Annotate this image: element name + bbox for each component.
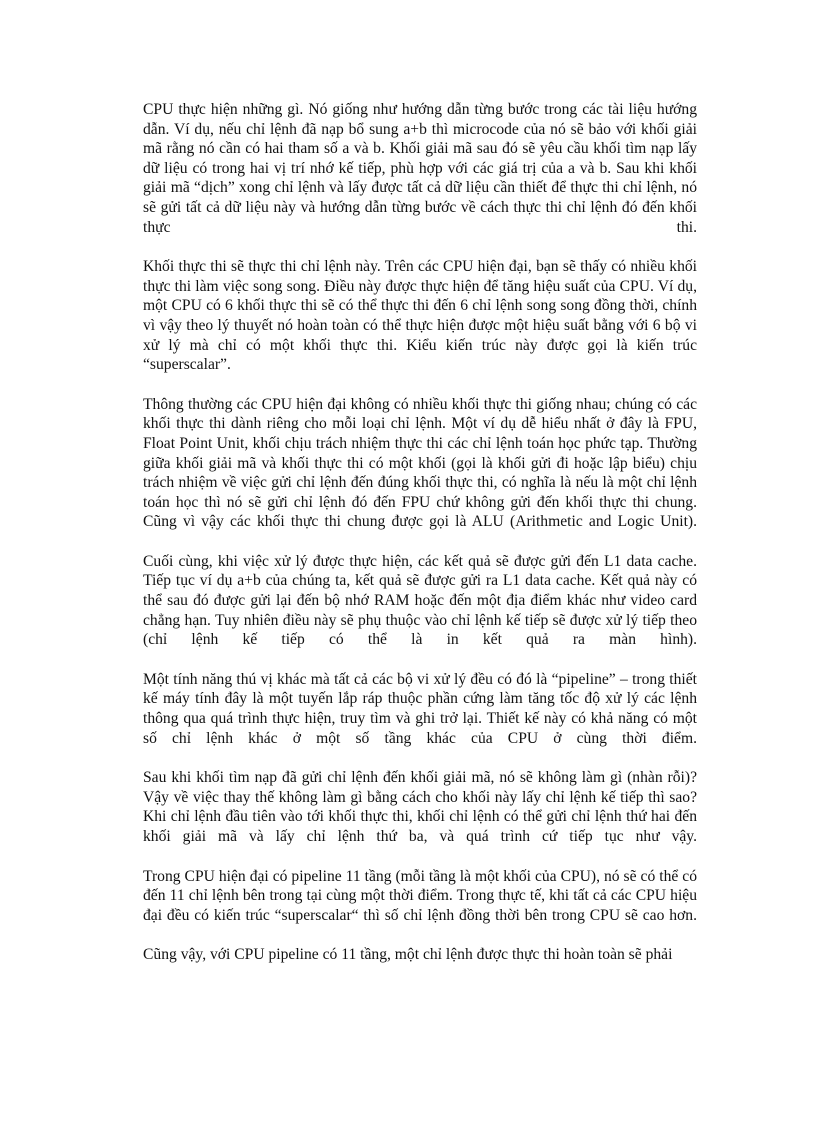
paragraph-fpu-alu: Thông thường các CPU hiện đại không có nhiều khối thực thi giống nhau; chúng có các khối thực thi dành riêng cho mỗi loại chỉ lệnh. Một ví dụ dễ hiểu nhất ở đây là FPU, Float Point Unit, khối chịu trách nhiệm thực thi các chỉ lệnh toán học phức tạp. Thường giữa khối giải mã và khối thực thi có một khối (gọi là khối gửi đi hoặc lập biểu) chịu trách nhiệm về việc gửi chỉ lệnh đến đúng khối thực thi, có nghĩa là nếu là một chỉ lệnh toán học thì nó sẽ gửi chỉ lệnh đó đến FPU chứ không gửi đến khối thực thi chung. Cũng vì vậy các khối thực thi chung được gọi là ALU (Arithmetic and Logic Unit). xyxy=(143,395,697,531)
paragraph-pipeline-intro: Một tính năng thú vị khác mà tất cả các bộ vi xử lý đều có đó là “pipeline” – trong thiết kế máy tính đây là một tuyến lắp ráp thuộc phần cứng làm tăng tốc độ xử lý các lệnh thông qua quá trình thực hiện, truy tìm và ghi trở lại. Thiết kế này có khả năng có một số chỉ lệnh khác ở một số tầng khác của CPU ở cùng thời điểm. xyxy=(143,670,697,747)
paragraph-continued: Cũng vậy, với CPU pipeline có 11 tầng, một chỉ lệnh được thực thi hoàn toàn sẽ phải xyxy=(143,946,673,964)
paragraph-decode-microcode: CPU thực hiện những gì. Nó giống như hướng dẫn từng bước trong các tài liệu hướng dẫn. Ví dụ, nếu chỉ lệnh đã nạp bổ sung a+b thì microcode của nó sẽ bảo với khối giải mã rằng nó cần có hai tham số a và b. Khối giải mã sau đó sẽ yêu cầu khối tìm nạp lấy dữ liệu có trong hai vị trí nhớ kế tiếp, phù hợp với các giá trị của a và b. Sau khi khối giải mã “dịch” xong chỉ lệnh và lấy được tất cả dữ liệu cần thiết để thực thi chỉ lệnh, nó sẽ gửi tất cả dữ liệu này và hướng dẫn từng bước về cách thực thi chỉ lệnh đó đến khối thực thi. xyxy=(143,101,697,236)
paragraph-eleven-stages: Trong CPU hiện đại có pipeline 11 tầng (mỗi tầng là một khối của CPU), nó sẽ có thể có đến 11 chỉ lệnh bên trong tại cùng một thời điểm. Trong thực tế, khi tất cả các CPU hiệu đại đều có kiến trúc “superscalar“ thì số chỉ lệnh đồng thời bên trong CPU sẽ cao hơn. xyxy=(143,867,697,924)
paragraph-execution-units: Khối thực thi sẽ thực thi chỉ lệnh này. Trên các CPU hiện đại, bạn sẽ thấy có nhiều khối thực thi làm việc song song. Điều này được thực hiện để tăng hiệu suất của CPU. Ví dụ, một CPU có 6 khối thực thi sẽ có thể thực thi đến 6 chỉ lệnh song song đồng thời, chính vì vậy theo lý thuyết nó hoàn toàn có thể thực hiện được một hiệu suất bằng với 6 bộ vi xử lý mà chỉ có một khối thực thi. Kiểu kiến trúc này được gọi là kiến trúc “superscalar”. xyxy=(143,258,697,374)
paragraph-l1-data-cache: Cuối cùng, khi việc xử lý được thực hiện, các kết quả sẽ được gửi đến L1 data cache. Tiếp tục ví dụ a+b của chúng ta, kết quả sẽ được gửi ra L1 data cache. Kết quả này có thể sau đó được gửi lại đến bộ nhớ RAM hoặc đến một địa điểm khác như video card chẳng hạn. Tuy nhiên điều này sẽ phụ thuộc vào chỉ lệnh kế tiếp sẽ được xử lý tiếp theo (chỉ lệnh kế tiếp có thể là in kết quả ra màn hình). xyxy=(143,552,697,649)
paragraph-fetch-idle: Sau khi khối tìm nạp đã gửi chỉ lệnh đến khối giải mã, nó sẽ không làm gì (nhàn rỗi)? Vậy về việc thay thế không làm gì bằng cách cho khối này lấy chỉ lệnh kế tiếp thì sao? Khi chỉ lệnh đầu tiên vào tới khối thực thi, khối chỉ lệnh có thể gửi chỉ lệnh thứ hai đến khối giải mã và lấy chỉ lệnh thứ ba, và quá trình cứ tiếp tục như vậy. xyxy=(143,769,697,845)
document-body xyxy=(143,100,697,985)
